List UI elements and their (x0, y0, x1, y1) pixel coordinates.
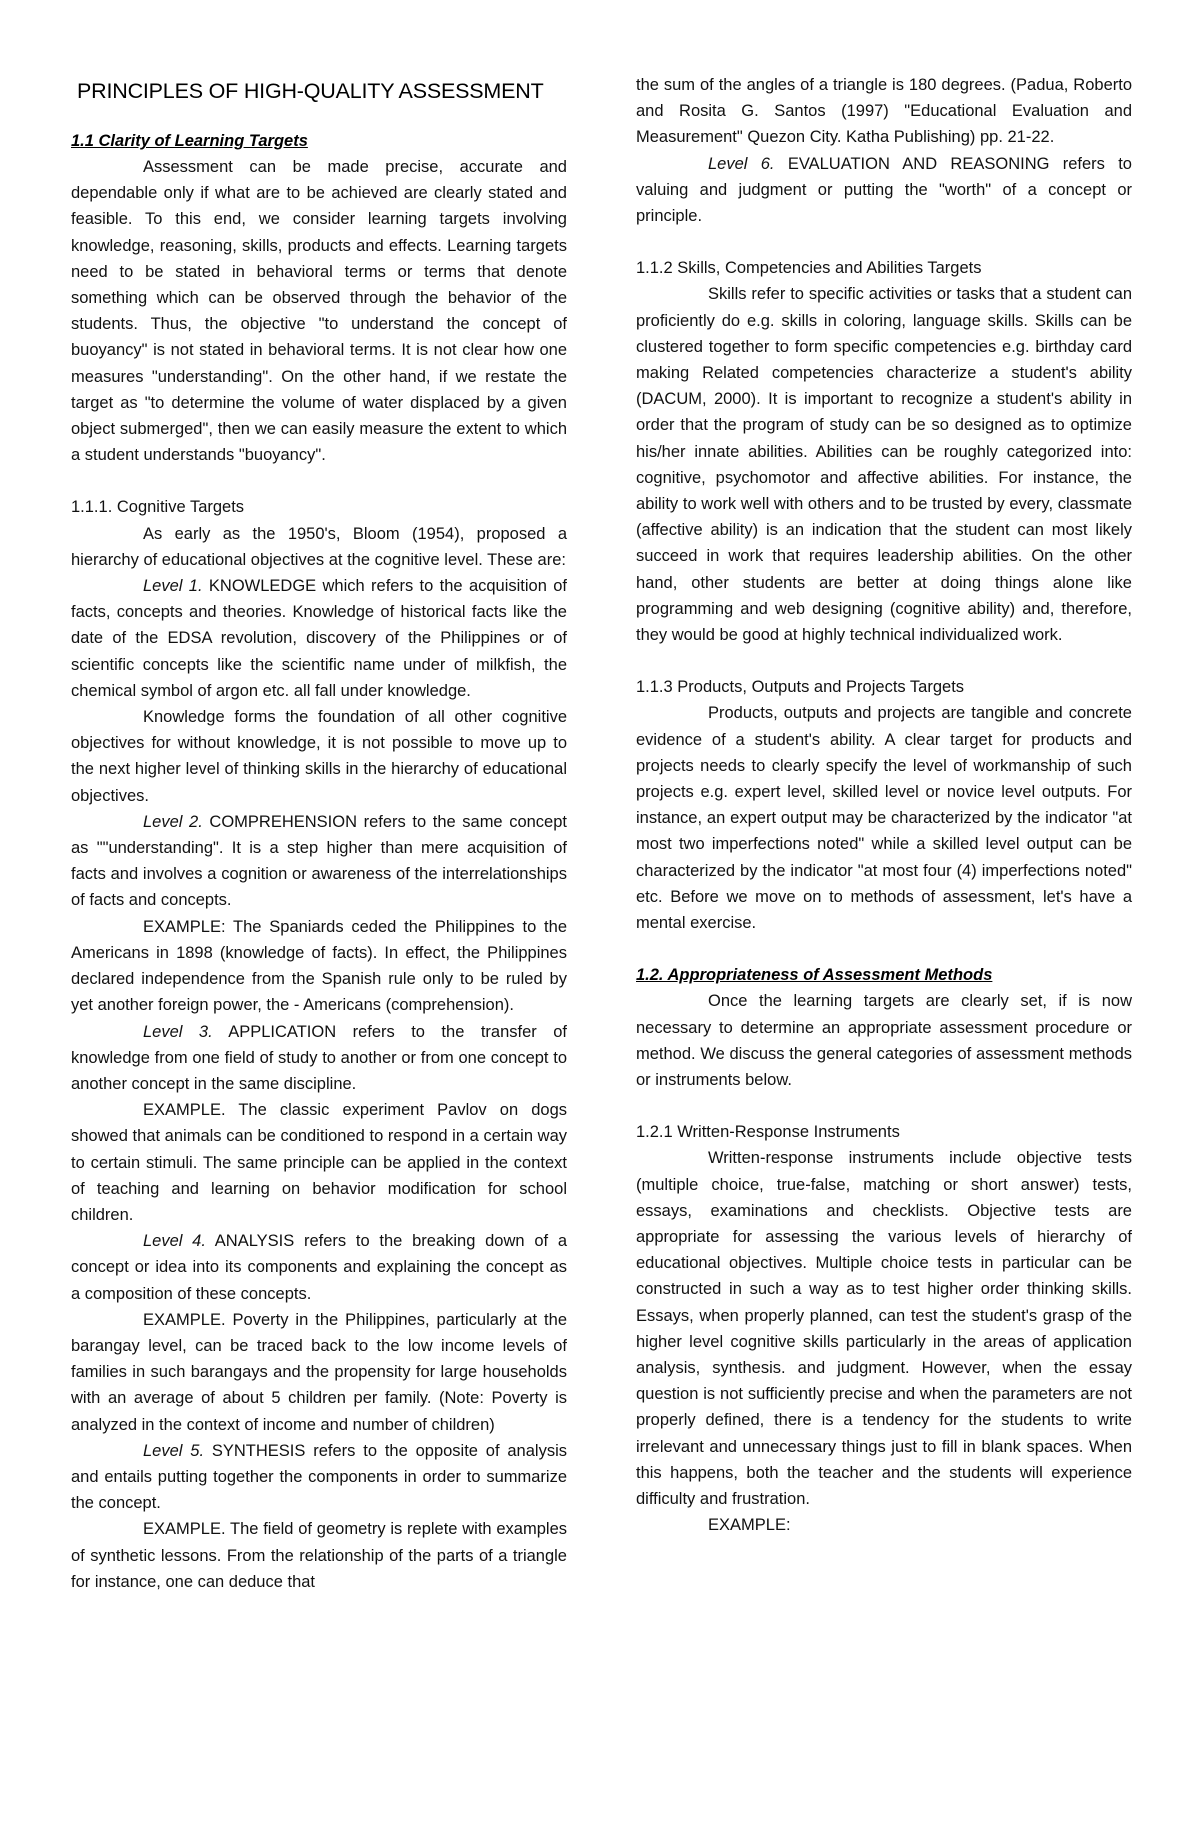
level-1-text: KNOWLEDGE which refers to the acquisition of facts, concepts and theories. Knowledge of historical facts like the date of the EDSA revolution, discovery of the Philippines or of scientific concepts like the scientific name under of milkfish, the chemical symbol of argon etc. all fall under knowledge. (71, 577, 568, 700)
section-1-2-1-text: Written-response instruments include objective tests (multiple choice, true-false, matching or short answer) tests, essays, examinations and checklists. Objective tests are appropriate for assessing the various levels of hierarchy of educational objectives. Multiple choice tests in particular can be constructed in such a way as to test higher order thinking skills. Essays, when properly planned, can test the student's grasp of the higher level cognitive skills particularly in the areas of application analysis, synthesis. and judgment. However, when the essay question is not sufficiently precise and when the parameters are not properly defined, there is a tendency for the students to write irrelevant and unnecessary things just to fill in blank spaces. When this happens, both the teacher and the students will experience difficulty and frustration. (636, 1149, 1132, 1508)
level-5-text: SYNTHESIS refers to the opposite of analysis and entails putting together the components in order to summarize the concept. (71, 1441, 567, 1513)
level-5-example-start: EXAMPLE. The field of geometry is replete with examples of synthetic lessons. From the relationship of the parts of a triangle for instance, one can deduce that (71, 1520, 567, 1591)
section-heading-1-1-3: 1.1.3 Products, Outputs and Projects Targets (636, 678, 965, 697)
page-title: PRINCIPLES OF HIGH-QUALITY ASSESSMENT (77, 79, 544, 103)
level-5-paragraph (71, 1438, 567, 1517)
level-2-paragraph (71, 809, 567, 914)
knowledge-foundation: Knowledge forms the foundation of all other cognitive objectives for without knowledge, it is not possible to move up to the next higher level of thinking skills in the hierarchy of educational objectives. (71, 708, 567, 805)
section-heading-1-2: 1.2. Appropriateness of Assessment Methods (636, 966, 993, 985)
level-2-example: EXAMPLE: The Spaniards ceded the Philippines to the Americans in 1898 (knowledge of facts). In effect, the Philippines declared independence from the Spanish rule only to be ruled by yet another foreign power, the - Americans (comprehension). (71, 917, 567, 1015)
level-4-label: Level 4. (143, 1232, 206, 1251)
section-heading-1-1: 1.1 Clarity of Learning Targets (71, 132, 308, 150)
section-1-1-text: Assessment can be made precise, accurate and dependable only if what are to be achieved are clearly stated and feasible. To this end, we consider learning targets involving knowledge, reasoning, skills, products and effects. Learning targets need to be stated in behavioral terms or terms that denote something which can be observed through the behavior of the students. Thus, the objective "to understand the concept of buoyancy" is not stated in behavioral terms. It is not clear how one measures "understanding". On the other hand, if we restate the target as "to determine the volume of water displaced by a given object submerged", then we can easily measure the extent to which a student understands "buoyancy". (71, 158, 567, 465)
level-1-paragraph (71, 573, 567, 704)
level-3-text: APPLICATION refers to the transfer of knowledge from one field of study to another or from one concept to another concept in the same discipline. (71, 1022, 567, 1093)
level-2-label: Level 2. (143, 812, 203, 831)
right-column (636, 72, 1132, 1538)
level-5-example-continued: the sum of the angles of a triangle is 180 degrees. (Padua, Roberto and Rosita G. Santos (1997) "Educational Evaluation and Measurement" Quezon City. Katha Publishing) pp. 21-22. (636, 76, 1132, 147)
section-1-2-text: Once the learning targets are clearly set, if is now necessary to determine an appropriate assessment procedure or method. We discuss the general categories of assessment methods or instruments below. (636, 992, 1132, 1089)
cognitive-intro: As early as the 1950's, Bloom (1954), proposed a hierarchy of educational objectives at the cognitive level. These are: (71, 524, 567, 569)
section-1-1-2-text: Skills refer to specific activities or tasks that a student can proficiently do e.g. skills in coloring, language skills. Skills can be clustered together to form specific competencies e.g. birthday card making Related competencies characterize a student's ability (DACUM, 2000). It is important to recognize a student's ability in order that the program of study can be so designed as to optimize his/her innate abilities. Abilities can be roughly categorized into: cognitive, psychomotor and affective abilities. For instance, the ability to work well with others and to be trusted by every, classmate (affective ability) is an indication that the student can most likely succeed in work that requires leadership abilities. On the other hand, other students are better at doing things alone like programming and web designing (cognitive ability) and, therefore, they would be good at highly technical individualized work. (636, 285, 1132, 645)
level-3-label: Level 3. (143, 1022, 213, 1041)
level-4-text: ANALYSIS refers to the breaking down of a concept or idea into its components and explaining the concept as a composition of these concepts. (71, 1232, 567, 1303)
level-6-text: EVALUATION AND REASONING refers to valuing and judgment or putting the "worth" of a concept or principle. (636, 154, 1132, 226)
example-label: EXAMPLE: (708, 1516, 791, 1535)
left-column (71, 72, 567, 1595)
level-4-paragraph (71, 1228, 567, 1307)
level-4-example: EXAMPLE. Poverty in the Philippines, particularly at the barangay level, can be traced back to the low income levels of families in such barangays and the propensity for large households with an average of about 5 children per family. (Note: Poverty is analyzed in the context of income and number of children) (71, 1310, 567, 1434)
level-3-example: EXAMPLE. The classic experiment Pavlov on dogs showed that animals can be conditioned to respond in a certain way to certain stimuli. The same principle can be applied in the context of teaching and learning on behavior modification for school children. (71, 1101, 567, 1224)
section-heading-1-1-2: 1.1.2 Skills, Competencies and Abilities Targets (636, 259, 982, 278)
level-3-paragraph (71, 1019, 567, 1098)
section-1-1-3-text: Products, outputs and projects are tangible and concrete evidence of a student's ability. A clear target for products and projects needs to clearly specify the level of workmanship of such projects e.g. expert level, skilled level or novice level outputs. For instance, an expert output may be characterized by the indicator "at most two imperfections noted" while a skilled level output can be characterized by the indicator "at most four (4) imperfections noted" etc. Before we move on to methods of assessment, let's have a mental exercise. (636, 704, 1132, 933)
level-5-label: Level 5. (143, 1441, 205, 1460)
level-2-text: COMPREHENSION refers to the same concept as ""understanding". It is a step higher than mere acquisition of facts and involves a cognition or awareness of the interrelationships of facts and concepts. (71, 812, 567, 910)
level-6-label: Level 6. (708, 154, 775, 173)
level-1-label: Level 1. (143, 577, 203, 596)
level-6-paragraph (636, 151, 1132, 230)
section-heading-1-2-1: 1.2.1 Written-Response Instruments (636, 1123, 900, 1142)
section-heading-1-1-1: 1.1.1. Cognitive Targets (71, 498, 245, 517)
